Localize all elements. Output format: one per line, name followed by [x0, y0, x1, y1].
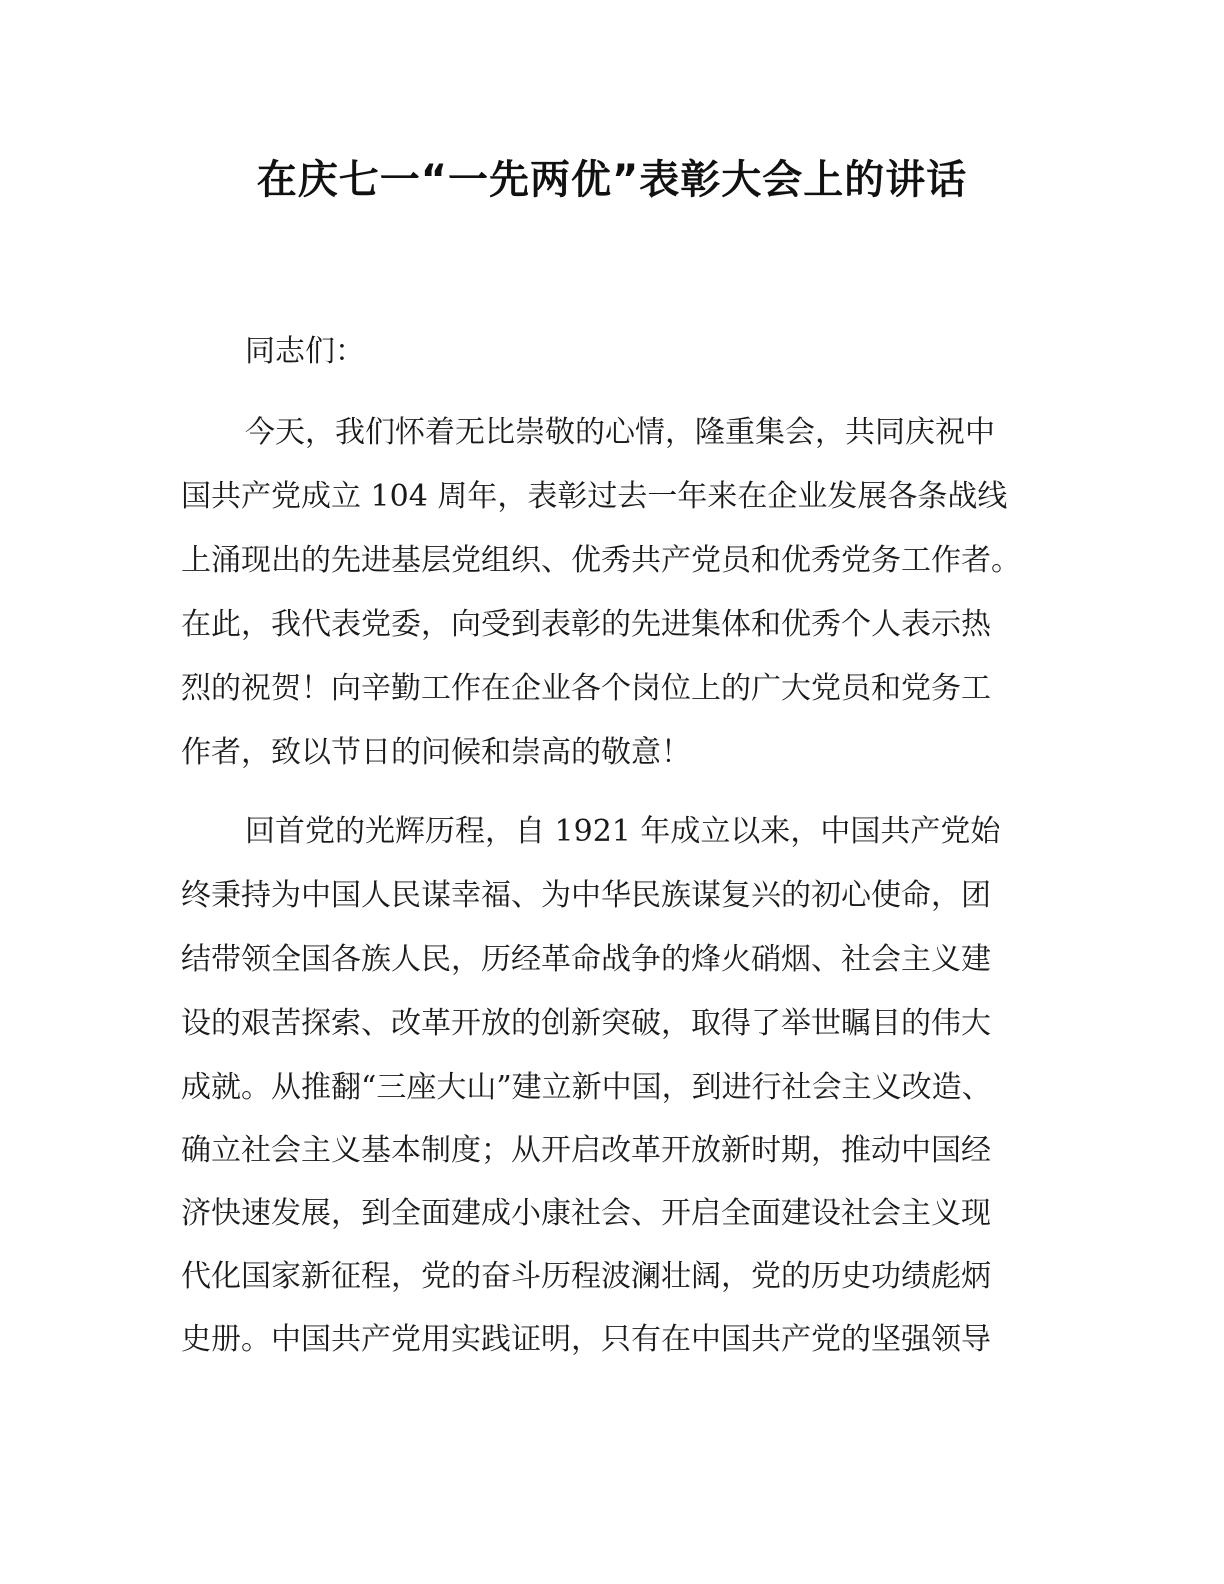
paragraph-line: 结带领全国各族人民，历经革命战争的烽火硝烟、社会主义建: [181, 942, 991, 977]
paragraph-line: 国共产党成立 104 周年，表彰过去一年来在企业发展各条战线: [181, 479, 1008, 514]
paragraph-line: 设的艰苦探索、改革开放的创新突破，取得了举世瞩目的伟大: [181, 1006, 991, 1041]
paragraph-line: 济快速发展，到全面建成小康社会、开启全面建设社会主义现: [181, 1196, 991, 1231]
paragraph-line: 在此，我代表党委，向受到表彰的先进集体和优秀个人表示热: [181, 607, 991, 642]
paragraph-line: 回首党的光辉历程，自 1921 年成立以来，中国共产党始: [245, 814, 1001, 849]
paragraph-line: 终秉持为中国人民谋幸福、为中华民族谋复兴的初心使命，团: [181, 878, 991, 913]
paragraph-line: 烈的祝贺！向辛勤工作在企业各个岗位上的广大党员和党务工: [181, 671, 991, 706]
paragraph-line: 上涌现出的先进基层党组织、优秀共产党员和优秀党务工作者。: [181, 543, 1021, 578]
document-title: 在庆七一“一先两优”表彰大会上的讲话: [256, 157, 968, 203]
paragraph-line: 确立社会主义基本制度；从开启改革开放新时期，推动中国经: [181, 1133, 991, 1168]
paragraph-line: 成就。从推翻“三座大山”建立新中国，到进行社会主义改造、: [181, 1070, 992, 1105]
paragraph-line: 今天，我们怀着无比崇敬的心情，隆重集会，共同庆祝中: [245, 415, 995, 450]
paragraph-line: 代化国家新征程，党的奋斗历程波澜壮阔，党的历史功绩彪炳: [181, 1259, 991, 1294]
paragraph-line: 作者，致以节日的问候和崇高的敬意！: [181, 735, 691, 770]
paragraph-line: 史册。中国共产党用实践证明，只有在中国共产党的坚强领导: [181, 1322, 991, 1357]
greeting: 同志们：: [245, 334, 365, 369]
